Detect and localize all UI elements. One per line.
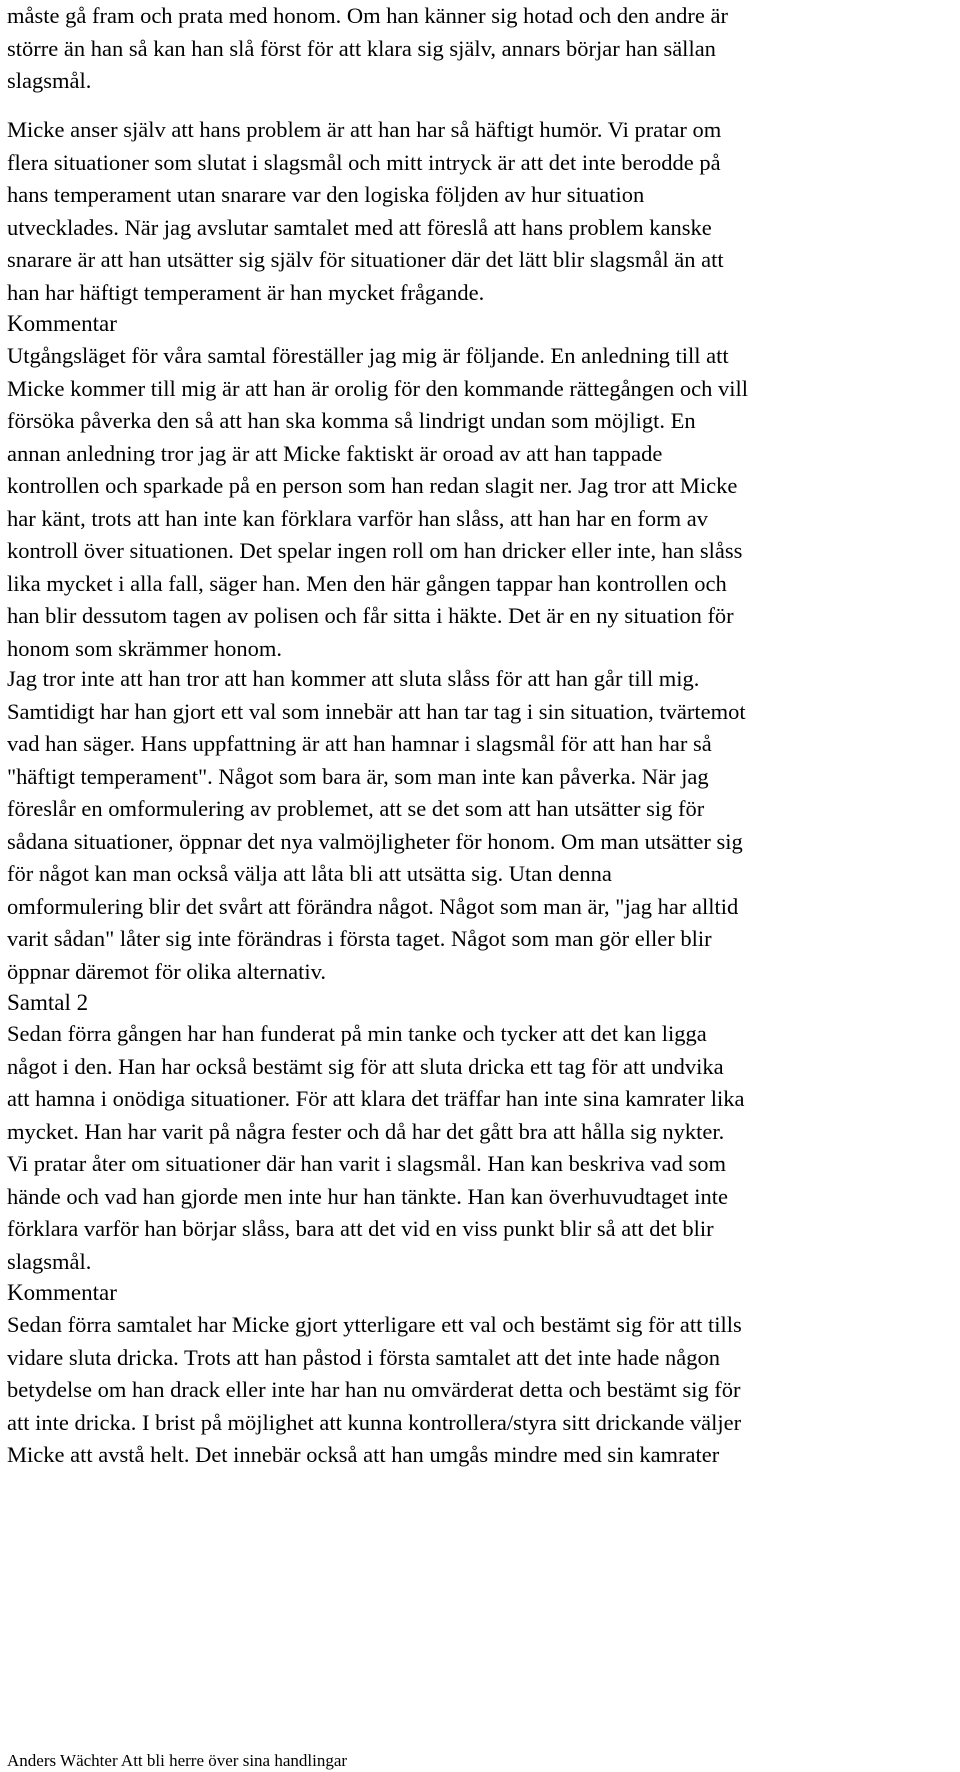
- paragraph-kommentar-2: [7, 1309, 957, 1472]
- paragraph-micke: [7, 114, 957, 309]
- paragraph-intro: [7, 0, 957, 98]
- text-line: försöka påverka den så att han ska komma så lindrigt undan som möjligt. En: [7, 408, 696, 433]
- text-line: kontrollen och sparkade på en person som han redan slagit ner. Jag tror att Micke: [7, 473, 738, 498]
- text-line: han har häftigt temperament är han mycket frågande.: [7, 279, 485, 305]
- text-line: har känt, trots att han inte kan förklara varför han slåss, att han har en form av: [7, 505, 708, 531]
- text-line: kontroll över situationen. Det spelar ingen roll om han dricker eller inte, han slåss: [7, 538, 743, 563]
- text-line: föreslår en omformulering av problemet, att se det som att han utsätter sig för: [7, 796, 705, 821]
- text-line: snarare är att han utsätter sig själv för situationer där det lätt blir slagsmål än att: [7, 247, 724, 272]
- text-line: Micke att avstå helt. Det innebär också att han umgås mindre med sin kamrater: [7, 1442, 720, 1467]
- text-line: mycket. Han har varit på några fester och då har det gått bra att hålla sig nykter.: [7, 1118, 725, 1144]
- text-line: något i den. Han har också bestämt sig för att sluta dricka ett tag för att undvika: [7, 1053, 724, 1079]
- text-line: hans temperament utan snarare var den logiska följden av hur situation: [7, 182, 645, 207]
- text-line: för något kan man också välja att låta bli att utsätta sig. Utan denna: [7, 861, 612, 886]
- text-line: Sedan förra gången har han funderat på min tanke och tycker att det kan ligga: [7, 1021, 707, 1046]
- text-line: varit sådan" låter sig inte förändras i första taget. Något som man gör eller blir: [7, 926, 712, 951]
- text-line: betydelse om han drack eller inte har han nu omvärderat detta och bestämt sig för: [7, 1377, 741, 1402]
- text-line: hände och vad han gjorde men inte hur han tänkte. Han kan överhuvudtaget inte: [7, 1183, 729, 1209]
- text-line: "häftigt temperament". Något som bara är, som man inte kan påverka. När jag: [7, 763, 709, 789]
- text-line: Utgångsläget för våra samtal föreställer jag mig är följande. En anledning till att: [7, 343, 729, 368]
- text-line: Samtidigt har han gjort ett val som innebär att han tar tag i sin situation, tvärtemot: [7, 698, 746, 724]
- heading-kommentar-2: Kommentar: [7, 1280, 117, 1305]
- text-line: honom som skrämmer honom.: [7, 635, 282, 661]
- text-line: lika mycket i alla fall, säger han. Men den här gången tappar han kontrollen och: [7, 570, 727, 596]
- text-line: Jag tror inte att han tror att han kommer att sluta slåss för att han går till mig.: [7, 666, 700, 691]
- text-line: att hamna i onödiga situationer. För att klara det träffar han inte sina kamrater lika: [7, 1086, 745, 1111]
- text-line: Micke anser själv att hans problem är att han har så häftigt humör. Vi pratar om: [7, 117, 722, 142]
- text-line: större än han så kan han slå först för att klara sig själv, annars börjar han sällan: [7, 35, 716, 61]
- text-line: han blir dessutom tagen av polisen och får sitta i häkte. Det är en ny situation för: [7, 603, 734, 628]
- paragraph-reflection: [7, 663, 957, 988]
- text-line: flera situationer som slutat i slagsmål och mitt intryck är att det inte berodde på: [7, 149, 721, 175]
- paragraph-kommentar-1: [7, 340, 957, 665]
- text-line: Sedan förra samtalet har Micke gjort ytterligare ett val och bestämt sig för att tills: [7, 1312, 742, 1337]
- text-line: att inte dricka. I brist på möjlighet att kunna kontrollera/styra sitt drickande väljer: [7, 1409, 742, 1435]
- text-line: förklara varför han börjar slåss, bara att det vid en viss punkt blir så att det blir: [7, 1216, 714, 1241]
- text-line: utvecklades. När jag avslutar samtalet med att föreslå att hans problem kanske: [7, 214, 712, 240]
- text-line: öppnar däremot för olika alternativ.: [7, 958, 327, 984]
- page-footer: Anders Wächter Att bli herre över sina handlingar: [7, 1751, 348, 1770]
- text-line: slagsmål.: [7, 68, 92, 93]
- text-line: omformulering blir det svårt att förändra något. Något som man är, "jag har alltid: [7, 893, 739, 919]
- text-line: slagsmål.: [7, 1248, 92, 1274]
- text-line: vidare sluta dricka. Trots att han påstod i första samtalet att det inte hade någon: [7, 1344, 720, 1370]
- text-line: annan anledning tror jag är att Micke faktiskt är oroad av att han tappade: [7, 440, 663, 466]
- text-line: måste gå fram och prata med honom. Om han känner sig hotad och den andre är: [7, 3, 728, 28]
- text-line: Micke kommer till mig är att han är orolig för den kommande rättegången och vill: [7, 375, 749, 401]
- paragraph-samtal-2: [7, 1018, 957, 1278]
- text-line: Vi pratar åter om situationer där han varit i slagsmål. Han kan beskriva vad som: [7, 1151, 727, 1176]
- text-line: vad han säger. Hans uppfattning är att han hamnar i slagsmål för att han har så: [7, 731, 712, 756]
- text-line: sådana situationer, öppnar det nya valmöjligheter för honom. Om man utsätter sig: [7, 828, 743, 854]
- heading-kommentar: Kommentar: [7, 311, 117, 336]
- heading-samtal-2: Samtal 2: [7, 990, 89, 1015]
